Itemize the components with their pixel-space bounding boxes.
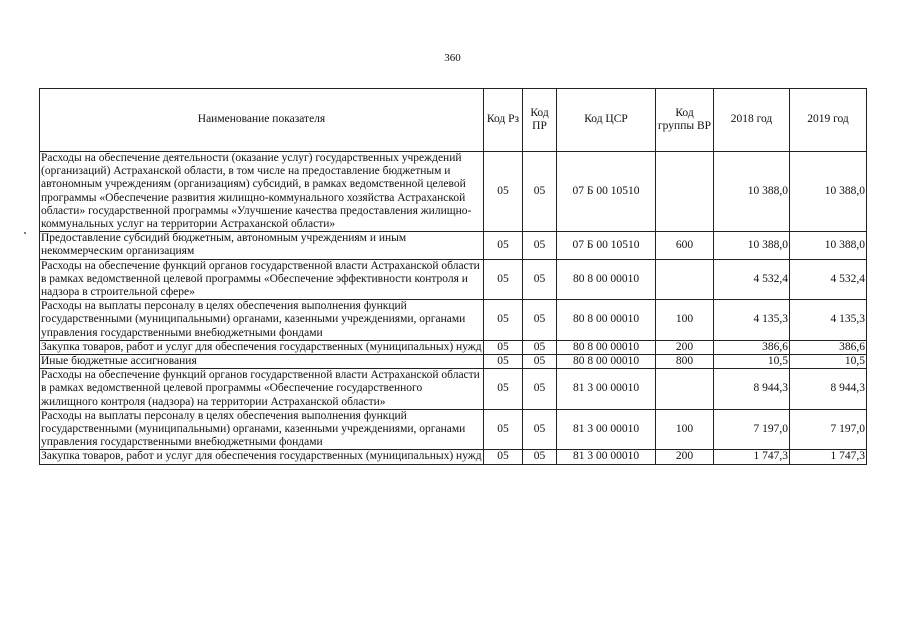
row-2018: 1 747,3 [714, 450, 790, 464]
row-pr: 05 [523, 355, 557, 369]
row-csr: 80 8 00 00010 [557, 300, 656, 341]
row-rz: 05 [484, 152, 523, 232]
table-row [40, 369, 867, 410]
row-name: Расходы на обеспечение функций органов государственной власти Астраханской области в рамках ведомственной целевой программы «Обеспечение эффективности контроля и надзора в строительной сфере» [40, 259, 484, 300]
row-vr: 200 [656, 450, 714, 464]
row-vr: 800 [656, 355, 714, 369]
row-2019: 10 388,0 [790, 152, 867, 232]
row-rz: 05 [484, 409, 523, 450]
table-row [40, 340, 867, 354]
row-2019: 386,6 [790, 340, 867, 354]
row-pr: 05 [523, 409, 557, 450]
budget-table [39, 88, 867, 465]
table-row [40, 232, 867, 259]
row-pr: 05 [523, 232, 557, 259]
row-vr [656, 369, 714, 410]
header-pr: Код ПР [523, 89, 557, 152]
row-name: Расходы на выплаты персоналу в целях обеспечения выполнения функций государственными (муниципальными) органами, казенными учреждениями, органами управления государственными внебюджетными фондами [40, 409, 484, 450]
row-2019: 8 944,3 [790, 369, 867, 410]
row-2018: 10,5 [714, 355, 790, 369]
row-csr: 80 8 00 00010 [557, 340, 656, 354]
row-name: Расходы на обеспечение функций органов государственной власти Астраханской области в рамках ведомственной целевой программы «Обеспечение государственного жилищного контроля (надзора) на территории Астраханской области» [40, 369, 484, 410]
row-csr: 07 Б 00 10510 [557, 152, 656, 232]
row-csr: 07 Б 00 10510 [557, 232, 656, 259]
row-csr: 80 8 00 00010 [557, 355, 656, 369]
row-name: Расходы на выплаты персоналу в целях обеспечения выполнения функций государственными (муниципальными) органами, казенными учреждениями, органами управления государственными внебюджетными фондами [40, 300, 484, 341]
row-rz: 05 [484, 259, 523, 300]
row-csr: 81 3 00 00010 [557, 369, 656, 410]
row-name: Иные бюджетные ассигнования [40, 355, 484, 369]
row-vr [656, 152, 714, 232]
table-row [40, 259, 867, 300]
row-name: Закупка товаров, работ и услуг для обеспечения государственных (муниципальных) нужд [41, 450, 482, 463]
row-rz: 05 [484, 340, 523, 354]
table-header-row [40, 89, 867, 152]
header-2019: 2019 год [790, 89, 867, 152]
row-vr: 100 [656, 300, 714, 341]
row-pr: 05 [523, 450, 557, 464]
header-name: Наименование показателя [40, 89, 484, 152]
row-csr: 81 3 00 00010 [557, 450, 656, 464]
row-pr: 05 [523, 259, 557, 300]
row-2019: 10 388,0 [790, 232, 867, 259]
table-row [40, 300, 867, 341]
row-rz: 05 [484, 450, 523, 464]
row-2018: 4 135,3 [714, 300, 790, 341]
row-pr: 05 [523, 152, 557, 232]
row-2018: 8 944,3 [714, 369, 790, 410]
row-vr: 100 [656, 409, 714, 450]
row-2019: 4 532,4 [790, 259, 867, 300]
page-number: 360 [444, 52, 461, 64]
row-vr: 200 [656, 340, 714, 354]
row-2019: 4 135,3 [790, 300, 867, 341]
row-csr: 81 3 00 00010 [557, 409, 656, 450]
row-2019: 10,5 [790, 355, 867, 369]
table-row [40, 409, 867, 450]
row-2018: 4 532,4 [714, 259, 790, 300]
header-rz: Код Рз [484, 89, 523, 152]
row-2019: 1 747,3 [790, 450, 867, 464]
row-csr: 80 8 00 00010 [557, 259, 656, 300]
scan-speck [24, 232, 26, 234]
row-2018: 10 388,0 [714, 232, 790, 259]
row-2019: 7 197,0 [790, 409, 867, 450]
row-2018: 7 197,0 [714, 409, 790, 450]
table-row [40, 355, 867, 369]
row-vr [656, 259, 714, 300]
row-name: Закупка товаров, работ и услуг для обеспечения государственных (муниципальных) нужд [41, 340, 482, 353]
row-vr: 600 [656, 232, 714, 259]
row-rz: 05 [484, 232, 523, 259]
row-rz: 05 [484, 369, 523, 410]
row-pr: 05 [523, 369, 557, 410]
row-rz: 05 [484, 300, 523, 341]
row-pr: 05 [523, 300, 557, 341]
row-2018: 386,6 [714, 340, 790, 354]
row-pr: 05 [523, 340, 557, 354]
row-name: Предоставление субсидий бюджетным, автономным учреждениям и иным некоммерческим организациям [40, 232, 484, 259]
row-2018: 10 388,0 [714, 152, 790, 232]
row-name: Расходы на обеспечение деятельности (оказание услуг) государственных учреждений (организаций) Астраханской области, в том числе на предоставление бюджетным и автономным учреждениям (организациям) субсидий, в рамках ведомственной целевой программы «Обеспечение развития жилищно-коммунального хозяйства Астраханской области» государственной программы «Улучшение качества предоставления жилищно-коммунальных услуг на территории Астраханской области» [40, 152, 484, 232]
header-csr: Код ЦСР [557, 89, 656, 152]
table-row [40, 152, 867, 232]
row-rz: 05 [484, 355, 523, 369]
header-vr: Код группы ВР [656, 89, 714, 152]
table-row [40, 450, 867, 464]
header-2018: 2018 год [714, 89, 790, 152]
